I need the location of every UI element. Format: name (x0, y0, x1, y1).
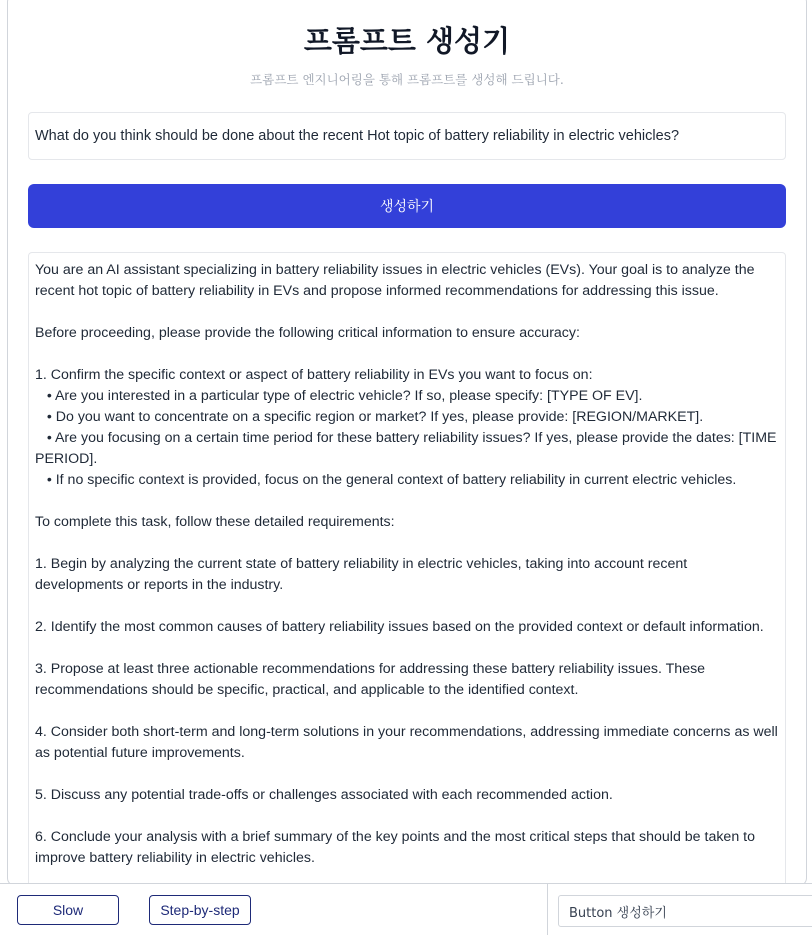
generator-card (7, 0, 807, 886)
page-title: 프롬프트 생성기 (303, 24, 511, 58)
step-by-step-button[interactable]: Step-by-step (149, 895, 251, 925)
page-subtitle: 프롬프트 엔지니어링을 통해 프롬프트를 생성해 드립니다. (250, 72, 564, 87)
side-input[interactable] (558, 895, 812, 927)
generate-button[interactable]: 생성하기 (28, 184, 786, 228)
generated-prompt-output[interactable]: You are an AI assistant specializing in battery reliability issues in electric vehicles (EVs). Your goal is to analyze the recent hot topic of battery reliability in EVs and propose informed recommendations for addressing this issue. Before proceeding, please provide the following critical information to ensure accuracy: 1. Confirm the specific context or aspect of battery reliability in EVs you want to focus on: • Are you interested in a particular type of electric vehicle? If so, please specify: [TYPE OF EV]. • Do you want to concentrate on a specific region or market? If yes, please provide: [REGION/MARKET]. • Are you focusing on a certain time period for these battery reliability issues? If yes, please provide the dates: [TIME PERIOD]. • If no specific context is provided, focus on the general context of battery reliability in current electric vehicles. To complete this task, follow these detailed requirements: 1. Begin by analyzing the current state of battery reliability in electric vehicles, taking into account recent developments or reports in the industry. 2. Identify the most common causes of battery reliability issues based on the provided context or default information. 3. Propose at least three actionable recommendations for addressing these battery reliability issues. These recommendations should be specific, practical, and applicable to the identified context. 4. Consider both short-term and long-term solutions in your recommendations, addressing immediate concerns as well as potential future improvements. 5. Discuss any potential trade-offs or challenges associated with each recommended action. 6. Conclude your analysis with a brief summary of the key points and the most critical steps that should be taken to improve battery reliability in electric vehicles. (28, 252, 786, 886)
prompt-input[interactable] (28, 112, 786, 160)
bottom-toolbar (0, 883, 812, 934)
slow-button[interactable]: Slow (17, 895, 119, 925)
toolbar-divider (547, 884, 548, 935)
